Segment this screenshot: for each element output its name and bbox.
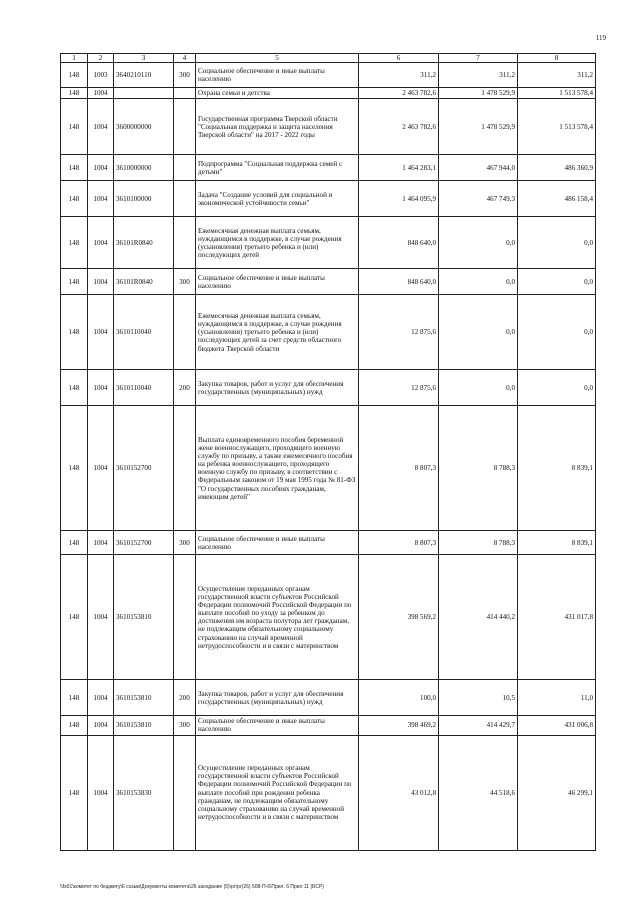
cell-ministry: 148 bbox=[61, 680, 88, 716]
cell-expense-type bbox=[174, 99, 196, 155]
cell-amount-year3: 46 299,1 bbox=[518, 735, 596, 850]
cell-ministry: 148 bbox=[61, 716, 88, 735]
cell-amount-year1: 8 807,3 bbox=[359, 406, 439, 531]
table-row bbox=[61, 680, 596, 716]
page-number: 119 bbox=[595, 34, 606, 42]
cell-ministry: 148 bbox=[61, 531, 88, 555]
cell-amount-year1: 2 463 782,6 bbox=[359, 99, 439, 155]
table-row bbox=[61, 63, 596, 88]
table-row bbox=[61, 88, 596, 99]
cell-target-article: 3610153830 bbox=[114, 735, 174, 850]
cell-section: 1004 bbox=[88, 181, 114, 217]
cell-amount-year2: 0,0 bbox=[439, 370, 518, 406]
cell-amount-year2: 1 478 529,9 bbox=[439, 99, 518, 155]
column-header: 7 bbox=[439, 54, 518, 63]
cell-expense-type: 300 bbox=[174, 269, 196, 295]
cell-name: Ежемесячная денежная выплата семьям, нуждающимся в поддержке, в случае рождения (усыновления) третьего ребенка и (или) последующих детей за счет средств областного бюджета Тверской области bbox=[196, 295, 359, 370]
cell-amount-year2: 44 518,6 bbox=[439, 735, 518, 850]
cell-name: Социальное обеспечение и иные выплаты населению bbox=[196, 716, 359, 735]
cell-section: 1004 bbox=[88, 155, 114, 181]
cell-section: 1004 bbox=[88, 217, 114, 269]
cell-expense-type bbox=[174, 406, 196, 531]
cell-target-article bbox=[114, 88, 174, 99]
cell-amount-year1: 848 640,0 bbox=[359, 269, 439, 295]
cell-name: Выплата единовременного пособия беременной жене военнослужащего, проходящего военную службу по призыву, а также ежемесячного пособия на ребенка военнослужащего, проходящего военную службу по призыву, в соответствии с Федеральным законом от 19 мая 1995 года № 81-ФЗ "О государственных пособиях гражданам, имеющим детей" bbox=[196, 406, 359, 531]
column-header: 6 bbox=[359, 54, 439, 63]
cell-target-article: 3610152700 bbox=[114, 531, 174, 555]
cell-amount-year3: 486 158,4 bbox=[518, 181, 596, 217]
cell-name: Подпрограмма "Социальная поддержка семей с детьми" bbox=[196, 155, 359, 181]
table-row bbox=[61, 555, 596, 680]
cell-amount-year1: 1 464 095,9 bbox=[359, 181, 439, 217]
table-row bbox=[61, 155, 596, 181]
budget-table bbox=[60, 53, 596, 851]
cell-ministry: 148 bbox=[61, 63, 88, 88]
cell-name: Осуществление переданных органам государственной власти субъектов Российской Федерации полномочий Российской Федерации по выплате пособий при рождении ребенка гражданам, не подлежащим обязательному социальному страхованию на случай временной нетрудоспособности и в связи с материнством bbox=[196, 735, 359, 850]
cell-amount-year3: 8 839,1 bbox=[518, 531, 596, 555]
cell-amount-year2: 467 944,0 bbox=[439, 155, 518, 181]
cell-ministry: 148 bbox=[61, 406, 88, 531]
cell-expense-type bbox=[174, 735, 196, 850]
cell-ministry: 148 bbox=[61, 181, 88, 217]
cell-target-article: 3610110040 bbox=[114, 295, 174, 370]
cell-amount-year1: 43 012,8 bbox=[359, 735, 439, 850]
cell-amount-year3: 11,0 bbox=[518, 680, 596, 716]
cell-amount-year2: 8 788,3 bbox=[439, 531, 518, 555]
cell-section: 1004 bbox=[88, 735, 114, 850]
cell-section: 1004 bbox=[88, 88, 114, 99]
cell-ministry: 148 bbox=[61, 155, 88, 181]
cell-target-article: 3640210110 bbox=[114, 63, 174, 88]
cell-section: 1004 bbox=[88, 531, 114, 555]
cell-name: Социальное обеспечение и иные выплаты населению bbox=[196, 269, 359, 295]
cell-target-article: 3610000000 bbox=[114, 155, 174, 181]
cell-target-article: 3610152700 bbox=[114, 406, 174, 531]
cell-target-article: 3610153810 bbox=[114, 716, 174, 735]
cell-ministry: 148 bbox=[61, 217, 88, 269]
cell-section: 1004 bbox=[88, 295, 114, 370]
cell-expense-type: 200 bbox=[174, 370, 196, 406]
cell-ministry: 148 bbox=[61, 99, 88, 155]
cell-amount-year3: 431 006,8 bbox=[518, 716, 596, 735]
cell-amount-year1: 2 463 782,6 bbox=[359, 88, 439, 99]
cell-section: 1004 bbox=[88, 555, 114, 680]
cell-target-article: 36101R0840 bbox=[114, 269, 174, 295]
table-row bbox=[61, 370, 596, 406]
cell-amount-year1: 100,0 bbox=[359, 680, 439, 716]
column-header: 5 bbox=[196, 54, 359, 63]
cell-target-article: 36101R0840 bbox=[114, 217, 174, 269]
cell-amount-year1: 1 464 283,1 bbox=[359, 155, 439, 181]
cell-amount-year2: 414 440,2 bbox=[439, 555, 518, 680]
cell-amount-year3: 8 839,1 bbox=[518, 406, 596, 531]
cell-section: 1004 bbox=[88, 716, 114, 735]
footer-file-path: \\fs01\комитет по бюджету\6 созыв\Документы комитета\26 заседание (5)\рг\рг(26) 508-П-6\Прил. 6 Прил 11 (БСР) bbox=[60, 884, 324, 890]
table-row bbox=[61, 217, 596, 269]
column-header: 2 bbox=[88, 54, 114, 63]
cell-amount-year3: 0,0 bbox=[518, 370, 596, 406]
cell-name: Закупка товаров, работ и услуг для обеспечения государственных (муниципальных) нужд bbox=[196, 370, 359, 406]
cell-amount-year1: 398 569,2 bbox=[359, 555, 439, 680]
cell-amount-year3: 486 360,9 bbox=[518, 155, 596, 181]
cell-amount-year2: 0,0 bbox=[439, 269, 518, 295]
cell-expense-type: 300 bbox=[174, 63, 196, 88]
cell-name: Охрана семьи и детства bbox=[196, 88, 359, 99]
cell-amount-year3: 1 513 578,4 bbox=[518, 88, 596, 99]
cell-name: Ежемесячная денежная выплата семьям, нуждающимся в поддержке, в случае рождения (усыновления) третьего ребенка и (или) последующих детей bbox=[196, 217, 359, 269]
cell-amount-year3: 0,0 bbox=[518, 269, 596, 295]
cell-amount-year1: 311,2 bbox=[359, 63, 439, 88]
cell-amount-year1: 12 875,6 bbox=[359, 370, 439, 406]
table-row bbox=[61, 269, 596, 295]
cell-amount-year1: 848 640,0 bbox=[359, 217, 439, 269]
cell-section: 1004 bbox=[88, 680, 114, 716]
cell-expense-type bbox=[174, 295, 196, 370]
table-row bbox=[61, 716, 596, 735]
cell-amount-year1: 12 875,6 bbox=[359, 295, 439, 370]
cell-amount-year2: 10,5 bbox=[439, 680, 518, 716]
cell-target-article: 3600000000 bbox=[114, 99, 174, 155]
cell-expense-type: 300 bbox=[174, 716, 196, 735]
cell-expense-type bbox=[174, 88, 196, 99]
table-row bbox=[61, 295, 596, 370]
cell-amount-year3: 431 017,8 bbox=[518, 555, 596, 680]
cell-amount-year2: 414 429,7 bbox=[439, 716, 518, 735]
cell-amount-year2: 1 478 529,9 bbox=[439, 88, 518, 99]
cell-amount-year2: 8 788,3 bbox=[439, 406, 518, 531]
cell-amount-year3: 0,0 bbox=[518, 295, 596, 370]
cell-amount-year1: 398 469,2 bbox=[359, 716, 439, 735]
cell-ministry: 148 bbox=[61, 735, 88, 850]
cell-target-article: 3610153810 bbox=[114, 555, 174, 680]
cell-ministry: 148 bbox=[61, 295, 88, 370]
cell-section: 1004 bbox=[88, 269, 114, 295]
cell-expense-type bbox=[174, 155, 196, 181]
column-header: 8 bbox=[518, 54, 596, 63]
cell-expense-type bbox=[174, 555, 196, 680]
cell-amount-year3: 311,2 bbox=[518, 63, 596, 88]
cell-target-article: 3610100000 bbox=[114, 181, 174, 217]
column-header: 1 bbox=[61, 54, 88, 63]
cell-name: Закупка товаров, работ и услуг для обеспечения государственных (муниципальных) нужд bbox=[196, 680, 359, 716]
table-row bbox=[61, 735, 596, 850]
cell-name: Осуществление переданных органам государственной власти субъектов Российской Федерации полномочий Российской Федерации по выплате пособий по уходу за ребенком до достижения им возраста полутора лет гражданам, не подлежащим обязательному социальному страхованию на случай временной нетрудоспособности и в связи с материнством bbox=[196, 555, 359, 680]
column-header-row bbox=[61, 54, 596, 63]
cell-ministry: 148 bbox=[61, 269, 88, 295]
cell-name: Государственная программа Тверской области "Социальная поддержка и защита населения Тверской области" на 2017 - 2022 годы bbox=[196, 99, 359, 155]
column-header: 3 bbox=[114, 54, 174, 63]
cell-amount-year2: 0,0 bbox=[439, 295, 518, 370]
cell-name: Социальное обеспечение и иные выплаты населению bbox=[196, 531, 359, 555]
cell-expense-type bbox=[174, 217, 196, 269]
cell-expense-type: 300 bbox=[174, 531, 196, 555]
table-row bbox=[61, 99, 596, 155]
table-body bbox=[61, 54, 596, 851]
cell-section: 1003 bbox=[88, 63, 114, 88]
cell-ministry: 148 bbox=[61, 88, 88, 99]
column-header: 4 bbox=[174, 54, 196, 63]
cell-target-article: 3610110040 bbox=[114, 370, 174, 406]
cell-expense-type: 200 bbox=[174, 680, 196, 716]
cell-amount-year2: 0,0 bbox=[439, 217, 518, 269]
cell-section: 1004 bbox=[88, 99, 114, 155]
cell-ministry: 148 bbox=[61, 555, 88, 680]
cell-amount-year3: 0,0 bbox=[518, 217, 596, 269]
cell-name: Социальное обеспечение и иные выплаты населению bbox=[196, 63, 359, 88]
cell-amount-year2: 467 749,3 bbox=[439, 181, 518, 217]
table-row bbox=[61, 531, 596, 555]
cell-section: 1004 bbox=[88, 406, 114, 531]
cell-ministry: 148 bbox=[61, 370, 88, 406]
cell-target-article: 3610153810 bbox=[114, 680, 174, 716]
cell-amount-year3: 1 513 578,4 bbox=[518, 99, 596, 155]
table-row bbox=[61, 406, 596, 531]
cell-expense-type bbox=[174, 181, 196, 217]
cell-amount-year1: 8 807,3 bbox=[359, 531, 439, 555]
cell-section: 1004 bbox=[88, 370, 114, 406]
cell-amount-year2: 311,2 bbox=[439, 63, 518, 88]
cell-name: Задача "Создание условий для социальной и экономической устойчивости семьи" bbox=[196, 181, 359, 217]
table-row bbox=[61, 181, 596, 217]
